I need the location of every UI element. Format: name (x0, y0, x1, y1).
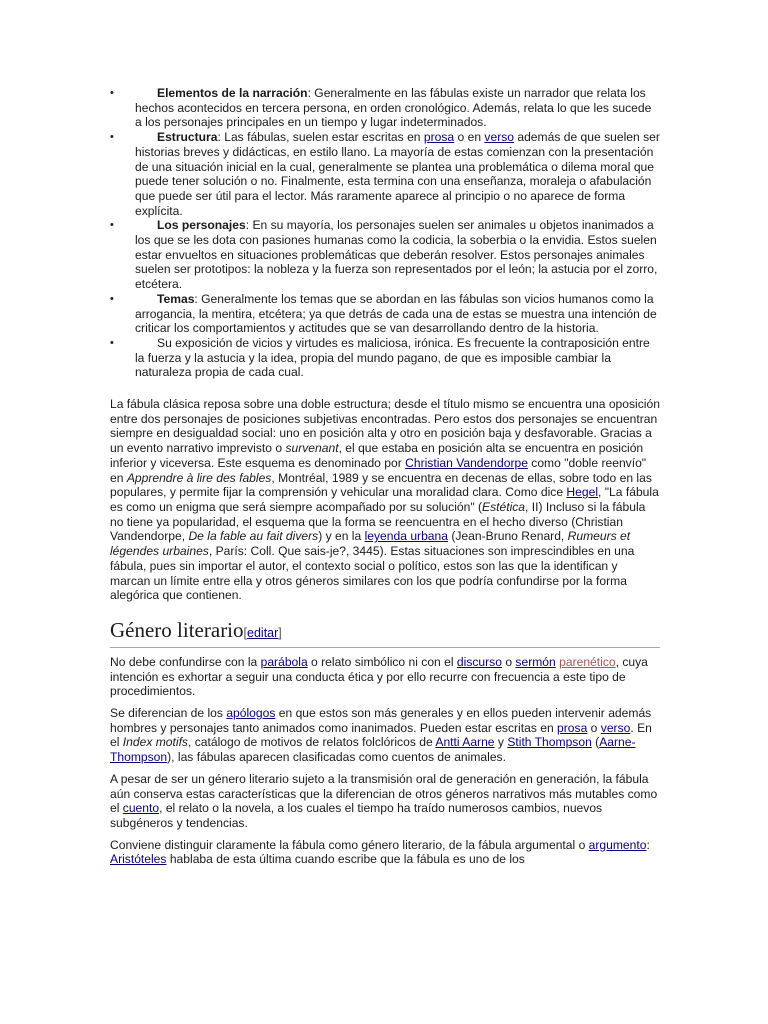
paragraph-apologos: Se diferencian de los apólogos en que estos son más generales y en ellos pueden intervenir además hombres y personajes tanto animados como inanimados. Pueden estar escritas en prosa o verso. En el Index motifs, catálogo de motivos de relatos folclóricos de Antti Aarne y Stith Thompson (Aarne-Thompson), las fábulas aparecen clasificadas como cuentos de animales. (110, 706, 652, 765)
bullet-icon: • (110, 87, 114, 99)
list-item-term: Los personajes (157, 218, 246, 233)
section-title: Género literario (110, 617, 244, 642)
edit-link[interactable]: editar (247, 625, 279, 640)
characteristics-list (110, 86, 660, 380)
link-christian-vandendorpe[interactable]: Christian Vandendorpe (405, 455, 528, 470)
link-verso-2[interactable]: verso (600, 720, 631, 735)
list-item-term: Elementos de la narración (157, 86, 308, 100)
link-leyenda-urbana[interactable]: leyenda urbana (364, 529, 448, 544)
list-item: • Elementos de la narración: Generalmente en las fábulas existe un narrador que relata los hechos acontecidos en tercera persona, en orden cronológico. Además, relata lo que les sucede a los personajes principales en un tiempo y lugar indeterminados. (110, 86, 652, 130)
list-item: • Los personajes: En su mayoría, los personajes suelen ser animales u objetos inanimados a los que se les dota con pasiones humanas como la codicia, la soberbia o la envidia. Estos suelen estar envueltos en situaciones problemáticas que deberán resolver. Estos personajes animales suelen ser prototipos: la nobleza y la fuerza son representados por el león; la astucia por el zorro, etcétera. (110, 218, 658, 292)
article-body (110, 86, 660, 867)
link-prosa-2[interactable]: prosa (557, 720, 588, 735)
link-sermon[interactable]: sermón (515, 654, 556, 669)
link-parenetico[interactable]: parenético (559, 654, 616, 669)
bullet-icon: • (110, 219, 114, 232)
link-aristoteles[interactable]: Aristóteles (110, 852, 167, 867)
link-antti-aarne[interactable]: Antti Aarne (435, 735, 495, 750)
link-cuento[interactable]: cuento (122, 801, 160, 816)
link-aarne-thompson[interactable]: Aarne-Thompson (110, 735, 636, 765)
paragraph-parabola: No debe confundirse con la parábola o relato simbólico ni con el discurso o sermón parenético, cuya intención es exhortar a seguir una conducta ética y por ello recurre con frecuencia a este tipo de procedimientos. (110, 654, 648, 699)
list-item-term: Estructura (157, 130, 218, 145)
link-stith-thompson[interactable]: Stith Thompson (507, 735, 592, 750)
bullet-icon: • (110, 131, 114, 144)
edit-section: [editar] (243, 625, 282, 640)
link-discurso[interactable]: discurso (456, 654, 502, 669)
list-item-term: Temas (157, 291, 195, 306)
link-verso[interactable]: verso (484, 130, 514, 145)
list-item: • Temas: Generalmente los temas que se abordan en las fábulas son vicios humanos como la arrogancia, la mentira, etcétera; ya que detrás de cada una de estas se muestra una intención de criticar los comportamientos y actitudes que se van desarrollando dentro de la historia. (110, 291, 657, 336)
list-item: • Su exposición de vicios y virtudes es maliciosa, irónica. Es frecuente la contraposición entre la fuerza y la astucia y la idea, propia del mundo pagano, de que es imposible cambiar la naturaleza propia de cada cual. (110, 335, 650, 380)
bullet-icon: • (110, 336, 114, 349)
link-argumento[interactable]: argumento (588, 837, 647, 852)
paragraph-structure: La fábula clásica reposa sobre una doble estructura; desde el título mismo se encuentra una oposición entre dos personajes de posiciones subjetivas encontradas. Pero estos dos personajes se encuentran siempre en desigualdad social: uno en posición alta y otro en posición baja y desfavorable. Gracias a un evento narrativo imprevisto o survenant, el que estaba en posición alta se encuentra en posición inferior y viceversa. Este esquema es denominado por Christian Vandendorpe como "doble reenvío" en Apprendre à lire des fables, Montréal, 1989 y se encuentra en decenas de ellas, sobre todo en las populares, y permite fijar la comprensión y vehicular una moralidad clara. Como dice Hegel, "La fábula es como un enigma que será siempre acompañado por su solución" (Estética, II) Incluso si la fábula no tiene ya popularidad, el esquema que la forma se reencuentra en el hecho diverso (Christian Vandendorpe, De la fable au fait divers) y en la leyenda urbana (Jean-Bruno Renard, Rumeurs et légendes urbaines, París: Coll. Que sais-je?, 3445). Estas situaciones son imprescindibles en una fábula, pues sin importar el autor, el contexto social o político, estos son las que la identifican y marcan un límite entre ella y otros géneros similares con los que podría confundirse por la forma alegórica que contienen. (110, 397, 660, 603)
paragraph-transmision: A pesar de ser un género literario sujeto a la transmisión oral de generación en generación, la fábula aún conserva estas características que la diferencian de otros géneros narrativos más mutables como el cuento, el relato o la novela, a los cuales el tiempo ha traído numerosos cambios, nuevos subgéneros y tendencias. (110, 771, 658, 830)
link-prosa[interactable]: prosa (423, 130, 455, 145)
paragraph-argumento: Conviene distinguir claramente la fábula como género literario, de la fábula argumental o argumento: Aristóteles hablaba de esta última cuando escribe que la fábula es uno de los (110, 837, 650, 867)
list-item: • Estructura: Las fábulas, suelen estar escritas en prosa o en verso además de que suelen ser historias breves y didácticas, en estilo llano. La mayoría de estas comienzan con la presentación de una situación inicial en la cual, generalmente se plantea una problemática o dilema moral que puede tener solución o no. Finalmente, esta termina con una enseñanza, moraleja o afabulación que puede ser útil para el lector. Más raramente aparece al principio o no aparece de forma explícita. (110, 130, 660, 218)
link-apologos[interactable]: apólogos (226, 706, 276, 721)
link-hegel[interactable]: Hegel (566, 485, 599, 500)
link-parabola[interactable]: parábola (260, 654, 308, 669)
bullet-icon: • (110, 292, 114, 305)
section-heading (110, 617, 660, 648)
